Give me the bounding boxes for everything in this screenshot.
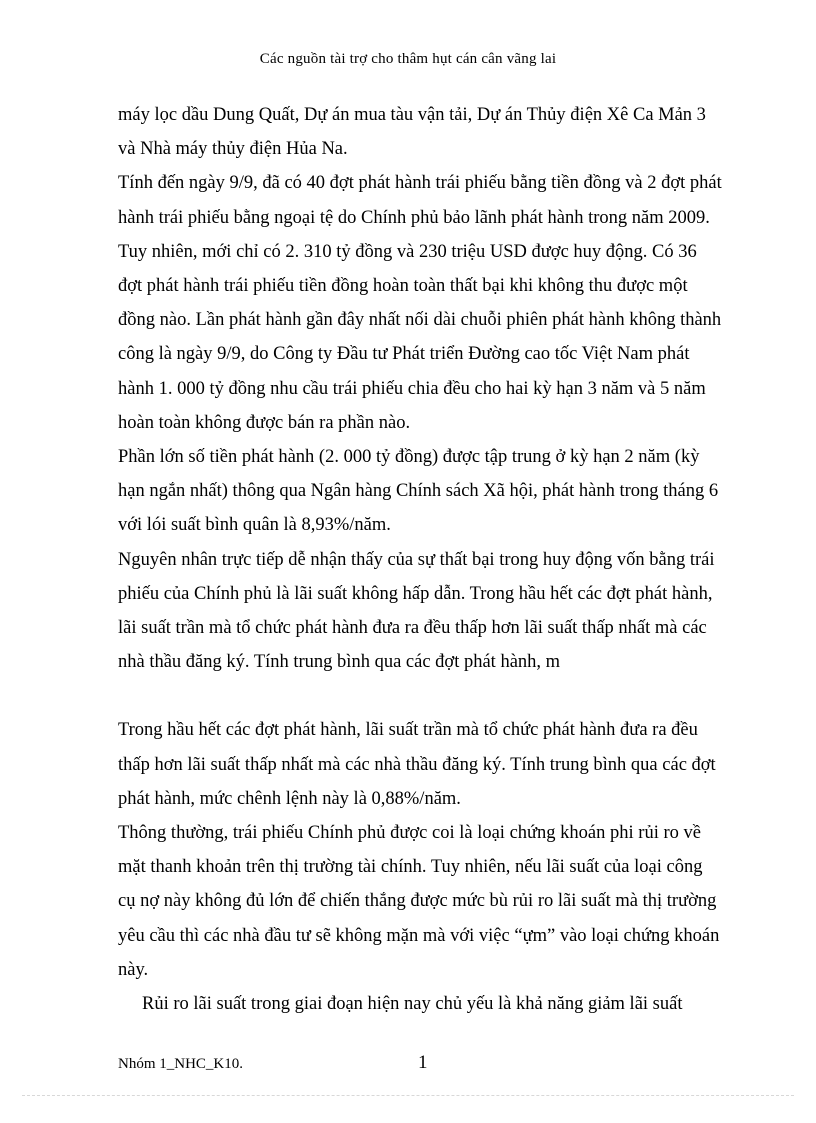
- page-header-title: Các nguồn tài trợ cho thâm hụt cán cân vãng lai: [259, 51, 557, 67]
- page-number: 1: [418, 1052, 428, 1073]
- paragraph-majority-funds: Phần lớn số tiền phát hành (2. 000 tỷ đồng) được tập trung ở kỳ hạn 2 năm (kỳ hạn ngắn nhất) thông qua Ngân hàng Chính sách Xã hội, phát hành trong tháng 6 với lói suất bình quân là 8,93%/năm.: [118, 447, 719, 536]
- paragraph-direct-cause: Nguyên nhân trực tiếp dễ nhận thấy của sự thất bại trong huy động vốn bằng trái phiếu của Chính phủ là lãi suất không hấp dẫn. Trong hầu hết các đợt phát hành, lãi suất trần mà tổ chức phát hành đưa ra đều thấp hơn lãi suất thấp nhất mà các nhà thầu đăng ký. Tính trung bình qua các đợt phát hành, m: [118, 549, 715, 673]
- paragraph-rate-gap: Trong hầu hết các đợt phát hành, lãi suất trần mà tổ chức phát hành đưa ra đều thấp hơn lãi suất thấp nhất mà các nhà thầu đăng ký. Tính trung bình qua các đợt phát hành, mức chênh lệnh này là 0,88%/năm.: [118, 720, 716, 809]
- paragraph-projects: máy lọc dầu Dung Quất, Dự án mua tàu vận tải, Dự án Thủy điện Xê Ca Mản 3 và Nhà máy thủy điện Hủa Na.: [118, 105, 706, 160]
- paragraph-gap: [118, 679, 722, 713]
- paragraph-interest-risk: Rủi ro lãi suất trong giai đoạn hiện nay chủ yếu là khả năng giảm lãi suất: [142, 994, 683, 1015]
- page-bottom-divider: [22, 1095, 794, 1096]
- document-body: [118, 98, 722, 1021]
- paragraph-risk-free: Thông thường, trái phiếu Chính phủ được coi là loại chứng khoán phi rủi ro về mặt thanh khoản trên thị trường tài chính. Tuy nhiên, nếu lãi suất của loại công cụ nợ này không đủ lớn để chiến thắng được mức bù rủi ro lãi suất mà thị trường yêu cầu thì các nhà đầu tư sẽ không mặn mà với việc “ựm” vào loại chứng khoán này.: [118, 823, 720, 980]
- paragraph-bond-issuance: Tính đến ngày 9/9, đã có 40 đợt phát hành trái phiếu bằng tiền đồng và 2 đợt phát hành trái phiếu bằng ngoại tệ do Chính phủ bảo lãnh phát hành trong năm 2009. Tuy nhiên, mới chỉ có 2. 310 tỷ đồng và 230 triệu USD được huy động. Có 36 đợt phát hành trái phiếu tiền đồng hoàn toàn thất bại khi không thu được một đồng nào. Lần phát hành gần đây nhất nối dài chuỗi phiên phát hành không thành công là ngày 9/9, do Công ty Đầu tư Phát triển Đường cao tốc Việt Nam phát hành 1. 000 tỷ đồng nhu cầu trái phiếu chia đều cho hai kỳ hạn 3 năm và 5 năm hoàn toàn không được bán ra phần nào.: [118, 173, 722, 433]
- footer-group-label: Nhóm 1_NHC_K10.: [118, 1056, 244, 1072]
